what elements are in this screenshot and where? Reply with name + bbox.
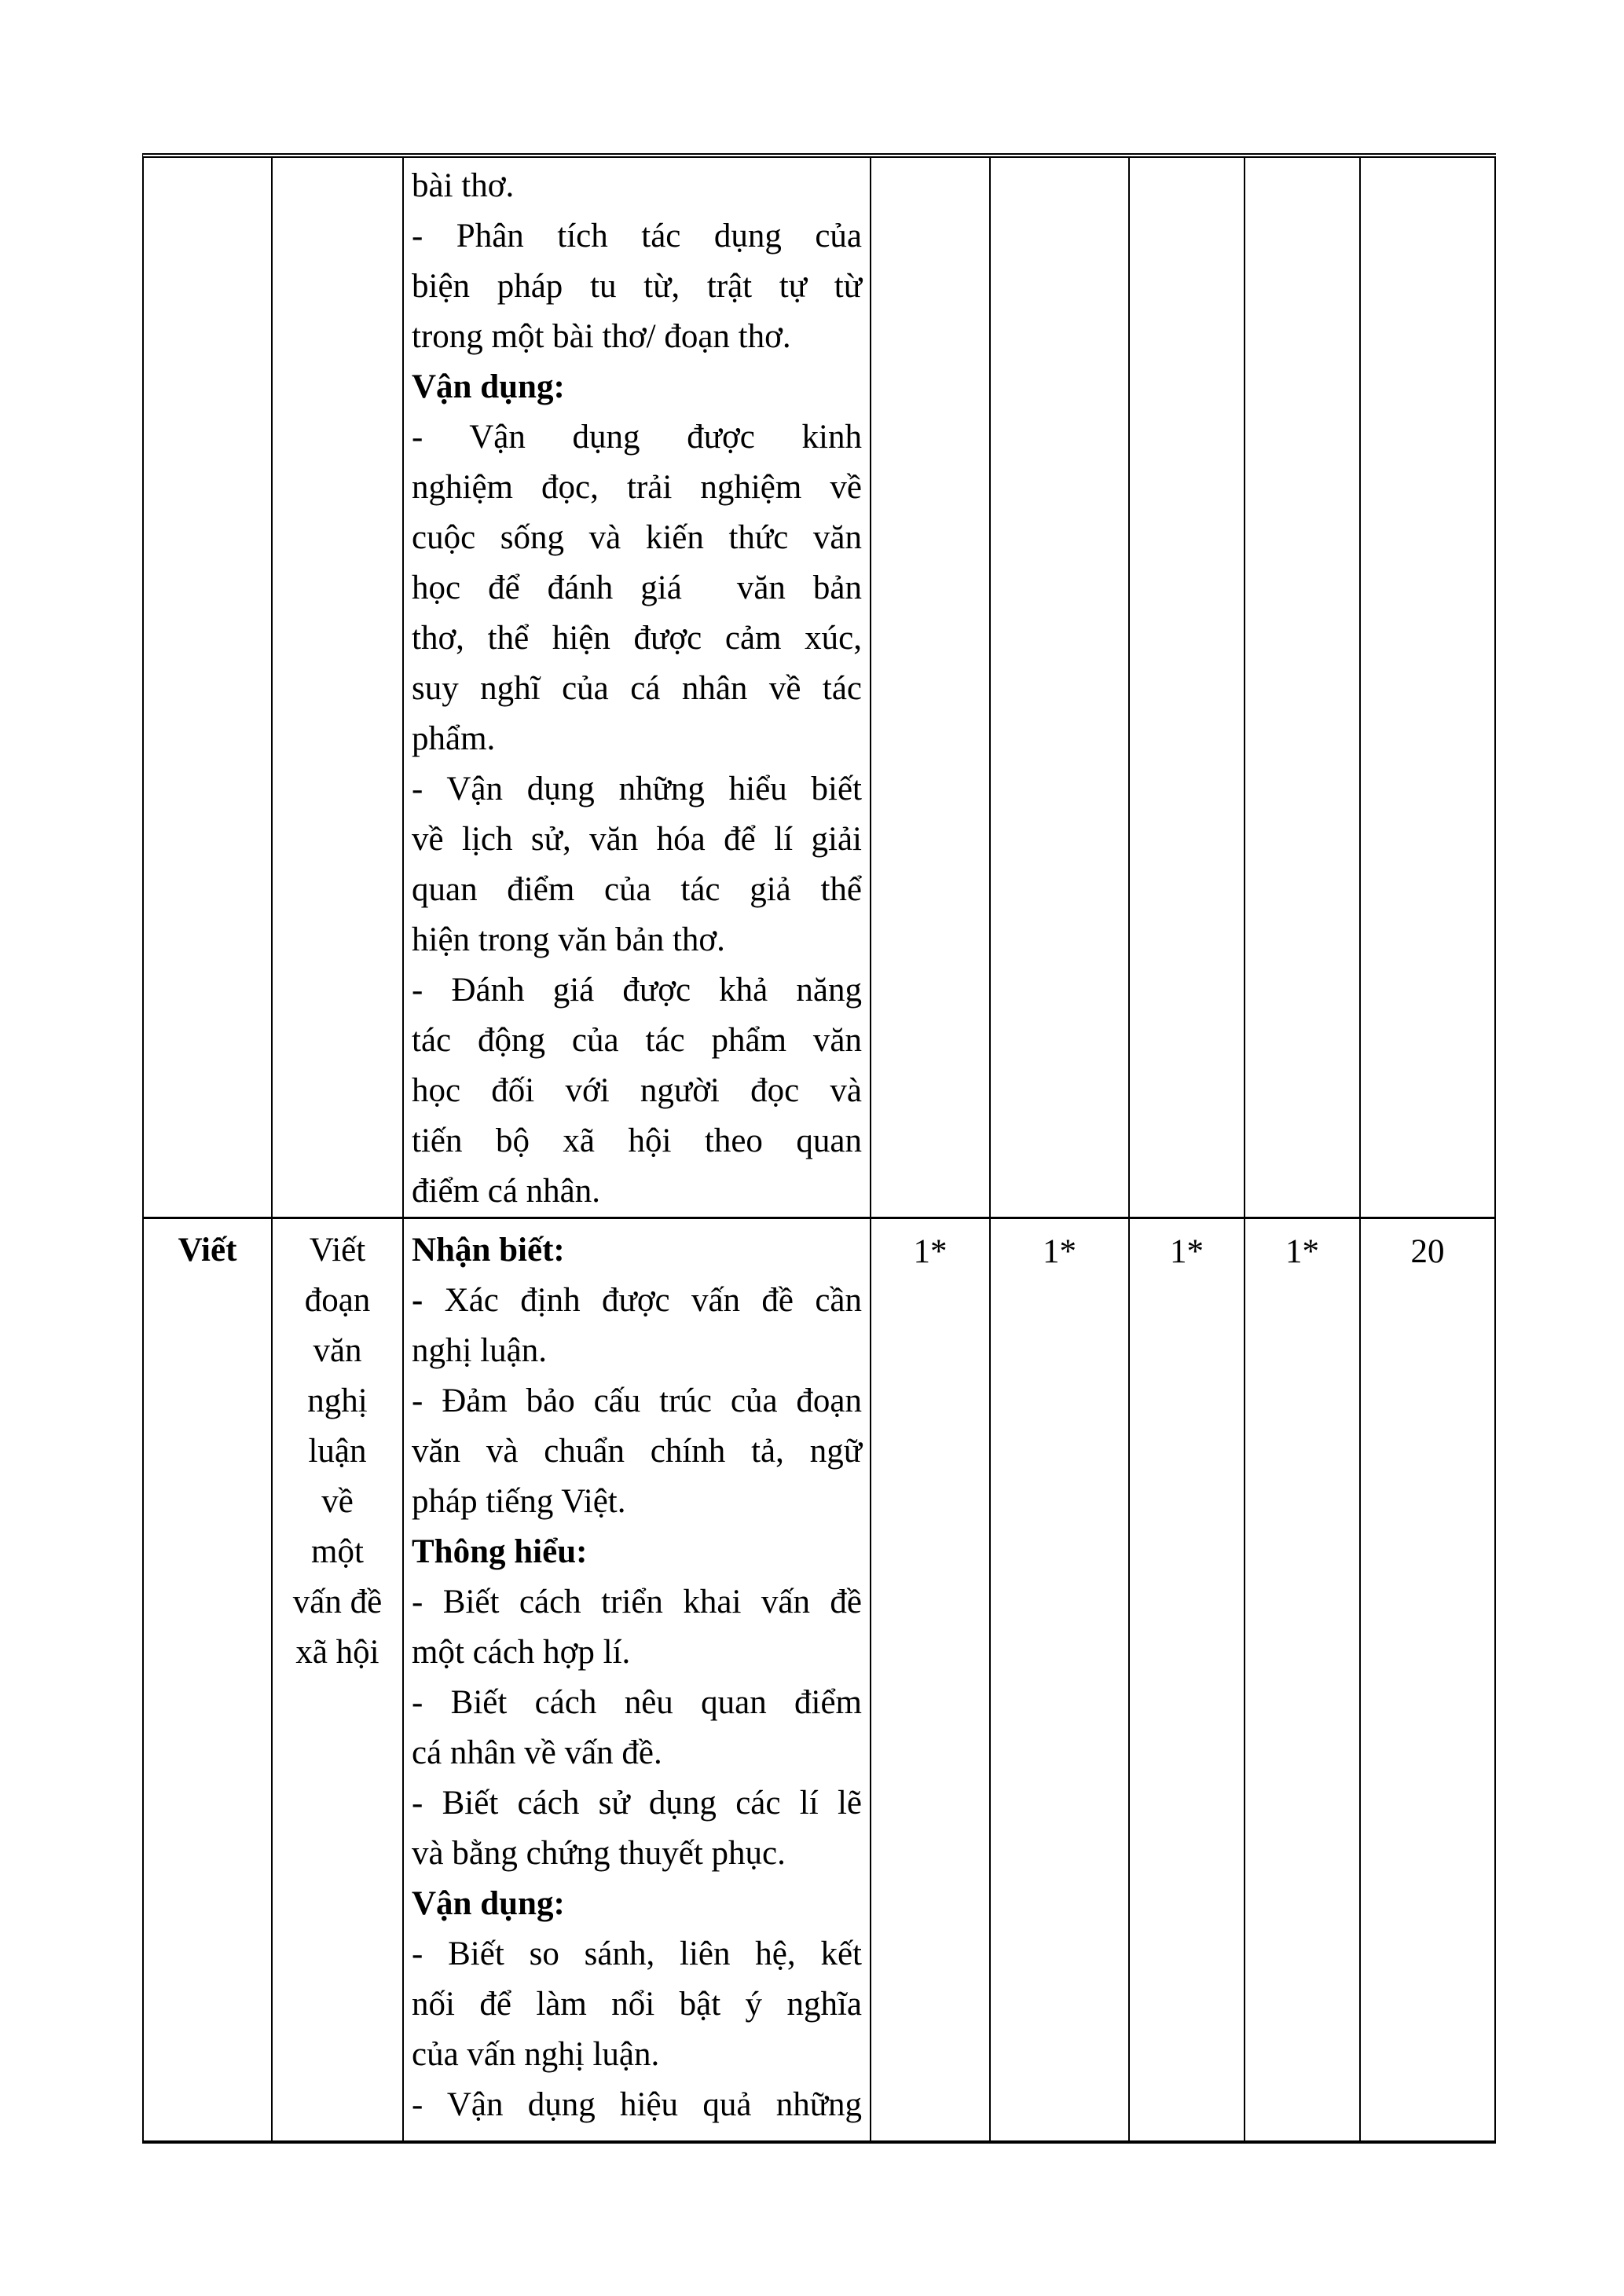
text-line: nghiệm đọc, trải nghiệm về: [412, 469, 862, 506]
text-line: đoạn: [304, 1282, 371, 1319]
text-line: nối để làm nổi bật ý nghĩa: [412, 1986, 862, 2023]
text-line: - Vận dụng những hiểu biết: [412, 771, 862, 807]
text-line: - Biết cách triển khai vấn đề: [412, 1584, 862, 1620]
text-line: luận: [308, 1433, 367, 1470]
cell-skill: Viết: [144, 1219, 273, 2144]
text-line: văn và chuẩn chính tả, ngữ: [412, 1433, 862, 1470]
text-line: Nhận biết:: [412, 1232, 565, 1269]
cell-level-4: [1245, 158, 1361, 1219]
text-line: - Đánh giá được khả năng: [412, 972, 862, 1009]
text-line: pháp tiếng Việt.: [412, 1483, 626, 1520]
text-line: - Biết cách nêu quan điểm: [412, 1684, 862, 1721]
text-line: Vận dụng:: [412, 368, 565, 405]
cell-requirements: [404, 158, 871, 1219]
text-line: về lịch sử, văn hóa để lí giải: [412, 821, 862, 858]
cell-level-2: 1*: [991, 1219, 1130, 2144]
table-row-continued: [144, 158, 1496, 1219]
cell-content-unit: [273, 1219, 404, 2144]
text-line: tiến bộ xã hội theo quan: [412, 1122, 862, 1159]
text-line: một: [311, 1533, 364, 1570]
bold-dash: -: [412, 1282, 423, 1319]
text-line: nghị: [307, 1382, 368, 1419]
cell-skill: [144, 158, 273, 1219]
text-line: nghị luận.: [412, 1332, 547, 1369]
text-line: - Phân tích tác dụng của: [412, 218, 862, 255]
text-line: về: [321, 1483, 354, 1520]
text-line: học để đánh giá văn bản: [412, 569, 862, 606]
cell-level-3: [1130, 158, 1245, 1219]
text-line: xã hội: [295, 1634, 379, 1671]
text-line: quan điểm của tác giả thể: [412, 871, 862, 908]
text-line: vấn đề: [292, 1584, 383, 1620]
text-line: - Đảm bảo cấu trúc của đoạn: [412, 1382, 862, 1419]
text-line: cuộc sống và kiến thức văn: [412, 519, 862, 556]
text-line: Thông hiểu:: [412, 1533, 588, 1570]
text-line: Vận dụng:: [412, 1885, 565, 1922]
text-line: của vấn nghị luận.: [412, 2036, 660, 2073]
exam-matrix-table: [142, 153, 1496, 2144]
text-line: học đối với người đọc và: [412, 1072, 862, 1109]
table-row-viet: [144, 1219, 1496, 2144]
text-line: suy nghĩ của cá nhân về tác: [412, 670, 862, 707]
text-line: trong một bài thơ/ đoạn thơ.: [412, 318, 791, 355]
text-line: và bằng chứng thuyết phục.: [412, 1835, 786, 1872]
text-line: - Xác định được vấn đề cần: [412, 1282, 862, 1319]
text-line: - Vận dụng hiệu quả những: [412, 2086, 862, 2123]
text-line: phẩm.: [412, 720, 496, 757]
cell-level-2: [991, 158, 1130, 1219]
cell-level-4: 1*: [1245, 1219, 1361, 2144]
cell-requirements: [404, 1219, 871, 2144]
text-line: văn: [313, 1332, 362, 1369]
text-line: thơ, thể hiện được cảm xúc,: [412, 620, 862, 657]
cell-level-1: [871, 158, 991, 1219]
text-line: - Vận dụng được kinh: [412, 419, 862, 456]
text-line: hiện trong văn bản thơ.: [412, 921, 725, 958]
cell-level-3: 1*: [1130, 1219, 1245, 2144]
text-line: - Biết cách sử dụng các lí lẽ: [412, 1785, 862, 1822]
text-line: tác động của tác phẩm văn: [412, 1022, 862, 1059]
text-line: Viết: [309, 1232, 366, 1269]
text-line: cá nhân về vấn đề.: [412, 1734, 662, 1771]
cell-content-unit: [273, 158, 404, 1219]
text-line: điểm cá nhân.: [412, 1173, 600, 1210]
text-line: biện pháp tu từ, trật tự từ: [412, 268, 862, 305]
text-line: - Biết so sánh, liên hệ, kết: [412, 1935, 862, 1972]
cell-total: [1361, 158, 1496, 1219]
text-line: bài thơ.: [412, 167, 515, 204]
cell-total: 20: [1361, 1219, 1496, 2144]
text-line: một cách hợp lí.: [412, 1634, 631, 1671]
cell-level-1: 1*: [871, 1219, 991, 2144]
